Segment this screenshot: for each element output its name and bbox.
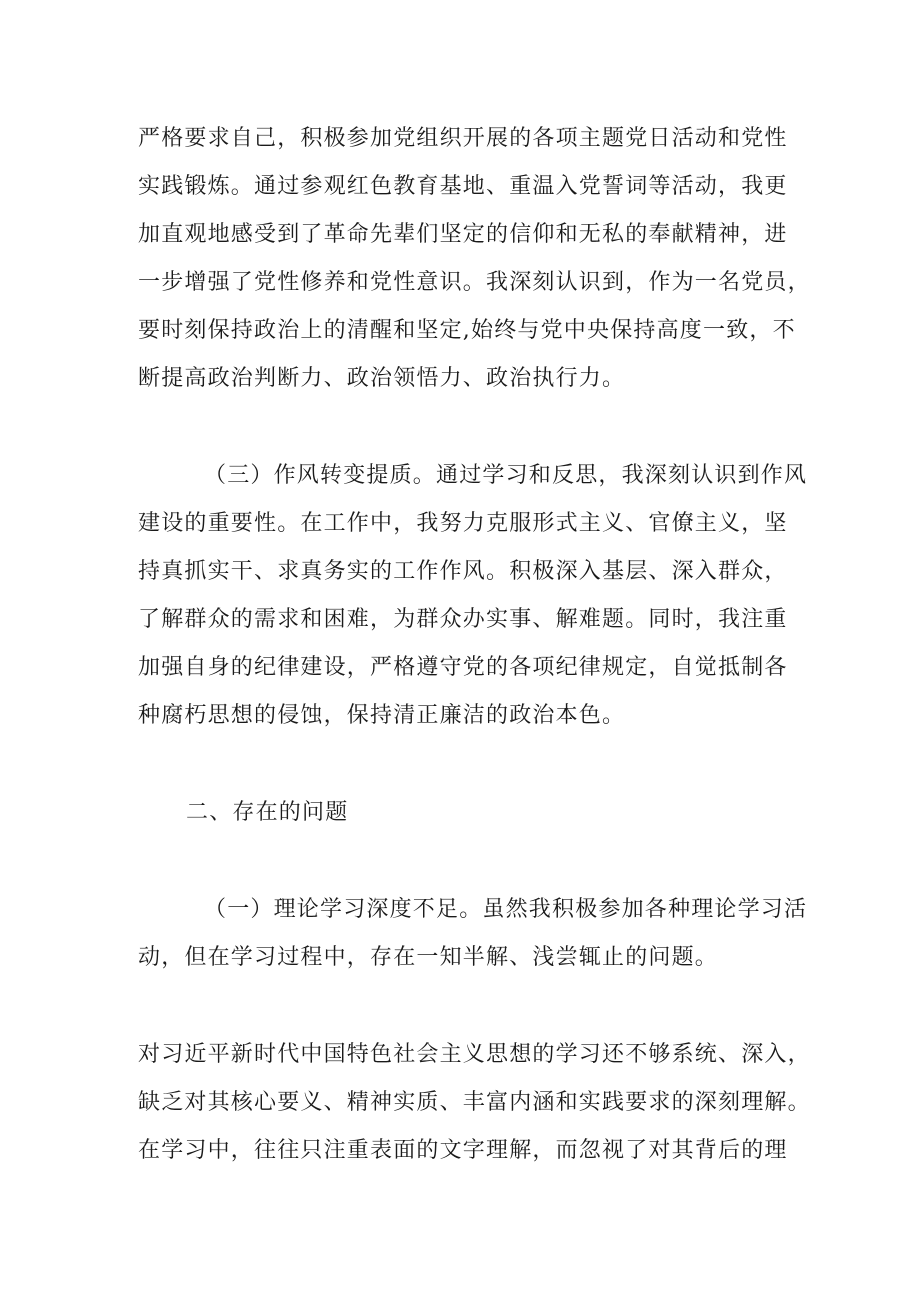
text-line: 严格要求自己，积极参加党组织开展的各项主题党日活动和党性 xyxy=(138,126,788,151)
text-line: 缺乏对其核心要义、精神实质、丰富内涵和实践要求的深刻理解。 xyxy=(138,1090,811,1115)
text-line: 一步增强了党性修养和党性意识。我深刻认识到，作为一名党员， xyxy=(138,270,811,295)
text-line: 种腐朽思想的侵蚀，保持清正廉洁的政治本色。 xyxy=(138,703,626,728)
text-line: （三）作风转变提质。通过学习和反思，我深刻认识到作风 xyxy=(204,463,808,488)
text-line: 持真抓实干、求真务实的工作作风。积极深入基层、深入群众， xyxy=(138,559,788,584)
text-line: 加强自身的纪律建设，严格遵守党的各项纪律规定，自觉抵制各 xyxy=(138,655,788,680)
text-line: 了解群众的需求和困难，为群众办实事、解难题。同时，我注重 xyxy=(138,607,788,632)
text-line: 建设的重要性。在工作中，我努力克服形式主义、官僚主义，坚 xyxy=(138,511,788,536)
text-line: （一）理论学习深度不足。虽然我积极参加各种理论学习活 xyxy=(204,897,808,922)
section-heading: 二、存在的问题 xyxy=(186,800,349,825)
text-line: 加直观地感受到了革命先辈们坚定的信仰和无私的奉献精神，进 xyxy=(138,222,788,247)
text-line: 在学习中，往往只注重表面的文字理解，而忽视了对其背后的理 xyxy=(138,1138,788,1163)
text-line: 动，但在学习过程中，存在一知半解、浅尝辄止的问题。 xyxy=(138,945,719,970)
text-line: 断提高政治判断力、政治领悟力、政治执行力。 xyxy=(138,366,626,391)
text-line: 对习近平新时代中国特色社会主义思想的学习还不够系统、深入， xyxy=(138,1042,811,1067)
text-line: 实践锻炼。通过参观红色教育基地、重温入党誓词等活动，我更 xyxy=(138,174,788,199)
text-line: 要时刻保持政治上的清醒和坚定,始终与党中央保持高度一致，不 xyxy=(138,318,796,343)
